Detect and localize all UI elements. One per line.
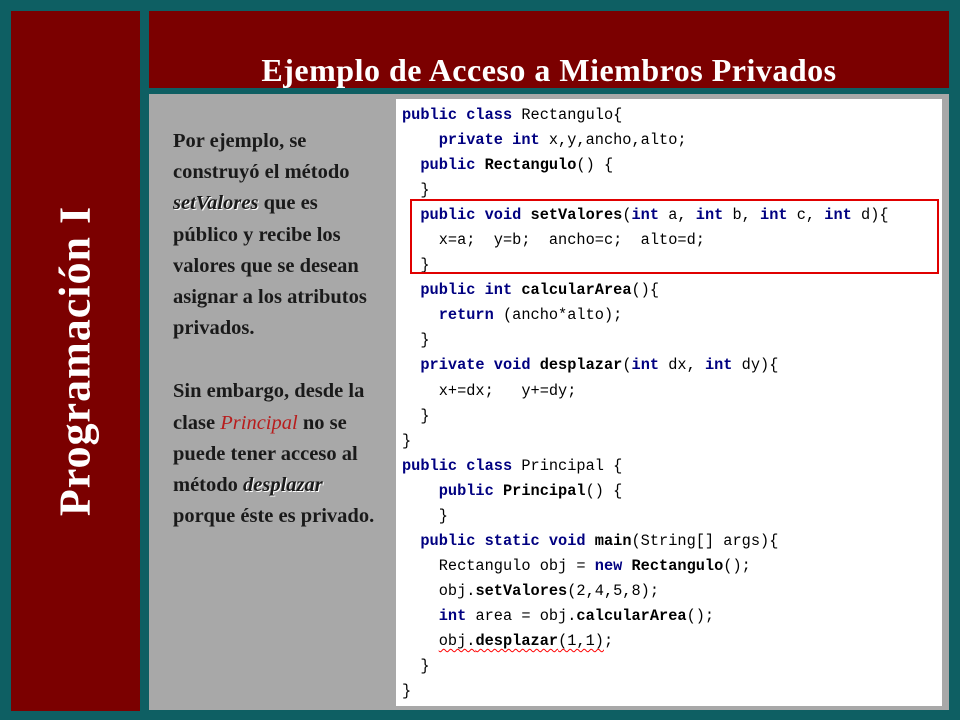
code-token: Rectangulo obj =: [402, 556, 595, 575]
code-token: int: [760, 206, 797, 225]
code-token: dx,: [668, 356, 705, 375]
code-line: [402, 153, 889, 178]
code-token: public: [420, 156, 485, 175]
code-token: c,: [796, 206, 825, 225]
code-token: () {: [585, 481, 623, 500]
code-token: [402, 156, 420, 174]
code-token: area = obj.: [475, 606, 577, 625]
code-token: }: [402, 406, 430, 425]
paragraph-1: Por ejemplo, se construyó el método setValores que es público y recibe los valores que se desean asignar a los atributos privados.: [173, 130, 367, 340]
code-line: [402, 529, 889, 554]
code-token: x=a; y=b; ancho=c; alto=d;: [402, 231, 705, 250]
code-line: [402, 278, 889, 303]
code-line: [402, 679, 889, 704]
code-token: new: [594, 556, 632, 575]
code-token: dy){: [741, 356, 779, 375]
code-token: [402, 131, 439, 149]
code-token: (: [622, 356, 632, 375]
code-token: public static void: [420, 531, 595, 550]
code-token: }: [402, 181, 430, 200]
code-token: [402, 632, 439, 650]
code-token: return: [438, 306, 503, 325]
code-token: private int: [438, 131, 549, 150]
code-token: d){: [861, 206, 889, 225]
code-line: [402, 654, 889, 679]
code-token: ();: [723, 556, 751, 575]
code-token: int: [631, 206, 669, 225]
code-line: [402, 353, 889, 378]
code-token: int: [631, 356, 669, 375]
code-token: }: [402, 682, 412, 701]
code-token: ;: [603, 631, 614, 650]
code-token: Principal: [502, 481, 586, 500]
code-token: x+=dx; y+=dy;: [402, 381, 577, 400]
code-token: (String[] args){: [631, 531, 779, 550]
code-line: [402, 128, 889, 153]
paragraph-2: Sin embargo, desde la clase Principal no se puede tener acceso al método desplazar porque éste es privado.: [173, 380, 375, 528]
code-token: public class: [402, 456, 522, 475]
code-token: Rectangulo: [484, 156, 577, 175]
code-token: [402, 356, 420, 374]
code-block: [402, 103, 889, 704]
code-token: [402, 532, 420, 550]
title-bar: [149, 11, 949, 88]
code-token: calcularArea: [576, 606, 687, 625]
code-token: desplazar: [475, 631, 559, 650]
code-token: setValores: [530, 206, 623, 225]
code-line: [402, 504, 889, 529]
code-token: desplazar: [539, 356, 623, 375]
code-token: Rectangulo{: [521, 106, 623, 124]
code-token: (){: [631, 281, 660, 300]
code-token: public: [438, 481, 503, 500]
code-token: (1,1): [558, 631, 604, 650]
code-token: public class: [402, 106, 522, 124]
paragraph-gap: [173, 344, 381, 376]
code-token: int: [695, 206, 733, 225]
code-token: [402, 306, 439, 324]
code-line: [402, 479, 889, 504]
code-token: (: [622, 206, 632, 225]
code-line: [402, 554, 889, 579]
code-token: [402, 607, 439, 625]
code-token: int: [438, 606, 476, 625]
code-token: ();: [686, 606, 715, 625]
code-token: obj.: [402, 581, 476, 600]
code-token: Rectangulo: [631, 556, 724, 575]
code-token: x,y,ancho,alto;: [548, 131, 687, 150]
code-line: [402, 303, 889, 328]
code-token: setValores: [475, 581, 568, 600]
code-line: [402, 454, 889, 479]
code-token: calcularArea: [521, 281, 632, 300]
code-token: a,: [668, 206, 696, 225]
code-line: [402, 379, 889, 404]
code-line: [402, 579, 889, 604]
code-token: b,: [732, 206, 761, 225]
code-token: main: [594, 531, 632, 550]
code-line: [402, 103, 889, 128]
code-token: (ancho*alto);: [502, 306, 623, 325]
code-token: private void: [420, 356, 540, 375]
slide-title: Ejemplo de Acceso a Miembros Privados: [261, 52, 837, 88]
code-line: [402, 328, 889, 353]
code-token: [402, 281, 420, 299]
highlight-box: [410, 199, 939, 274]
code-token: }: [402, 431, 412, 450]
code-token: public void: [420, 206, 531, 225]
code-token: [402, 482, 439, 500]
code-token: }: [402, 657, 430, 676]
code-line: [402, 429, 889, 454]
code-token: (2,4,5,8);: [567, 581, 660, 600]
code-token: () {: [576, 156, 614, 175]
code-token: int: [704, 356, 742, 375]
sidebar-title: Programación I: [50, 205, 100, 517]
code-token: Principal {: [521, 456, 623, 475]
method-name-setvalores: setValores: [173, 192, 259, 215]
code-line: [402, 604, 889, 629]
code-line: [402, 404, 889, 429]
method-name-desplazar: desplazar: [243, 474, 323, 497]
code-line: [402, 629, 889, 654]
code-token: }: [402, 256, 430, 275]
code-token: public int: [420, 281, 522, 300]
code-token: }: [402, 506, 448, 525]
explanation-text: [173, 126, 381, 532]
code-token: int: [824, 206, 862, 225]
code-token: obj.: [438, 631, 476, 650]
class-name-principal: Principal: [220, 411, 298, 434]
code-token: }: [402, 331, 430, 350]
